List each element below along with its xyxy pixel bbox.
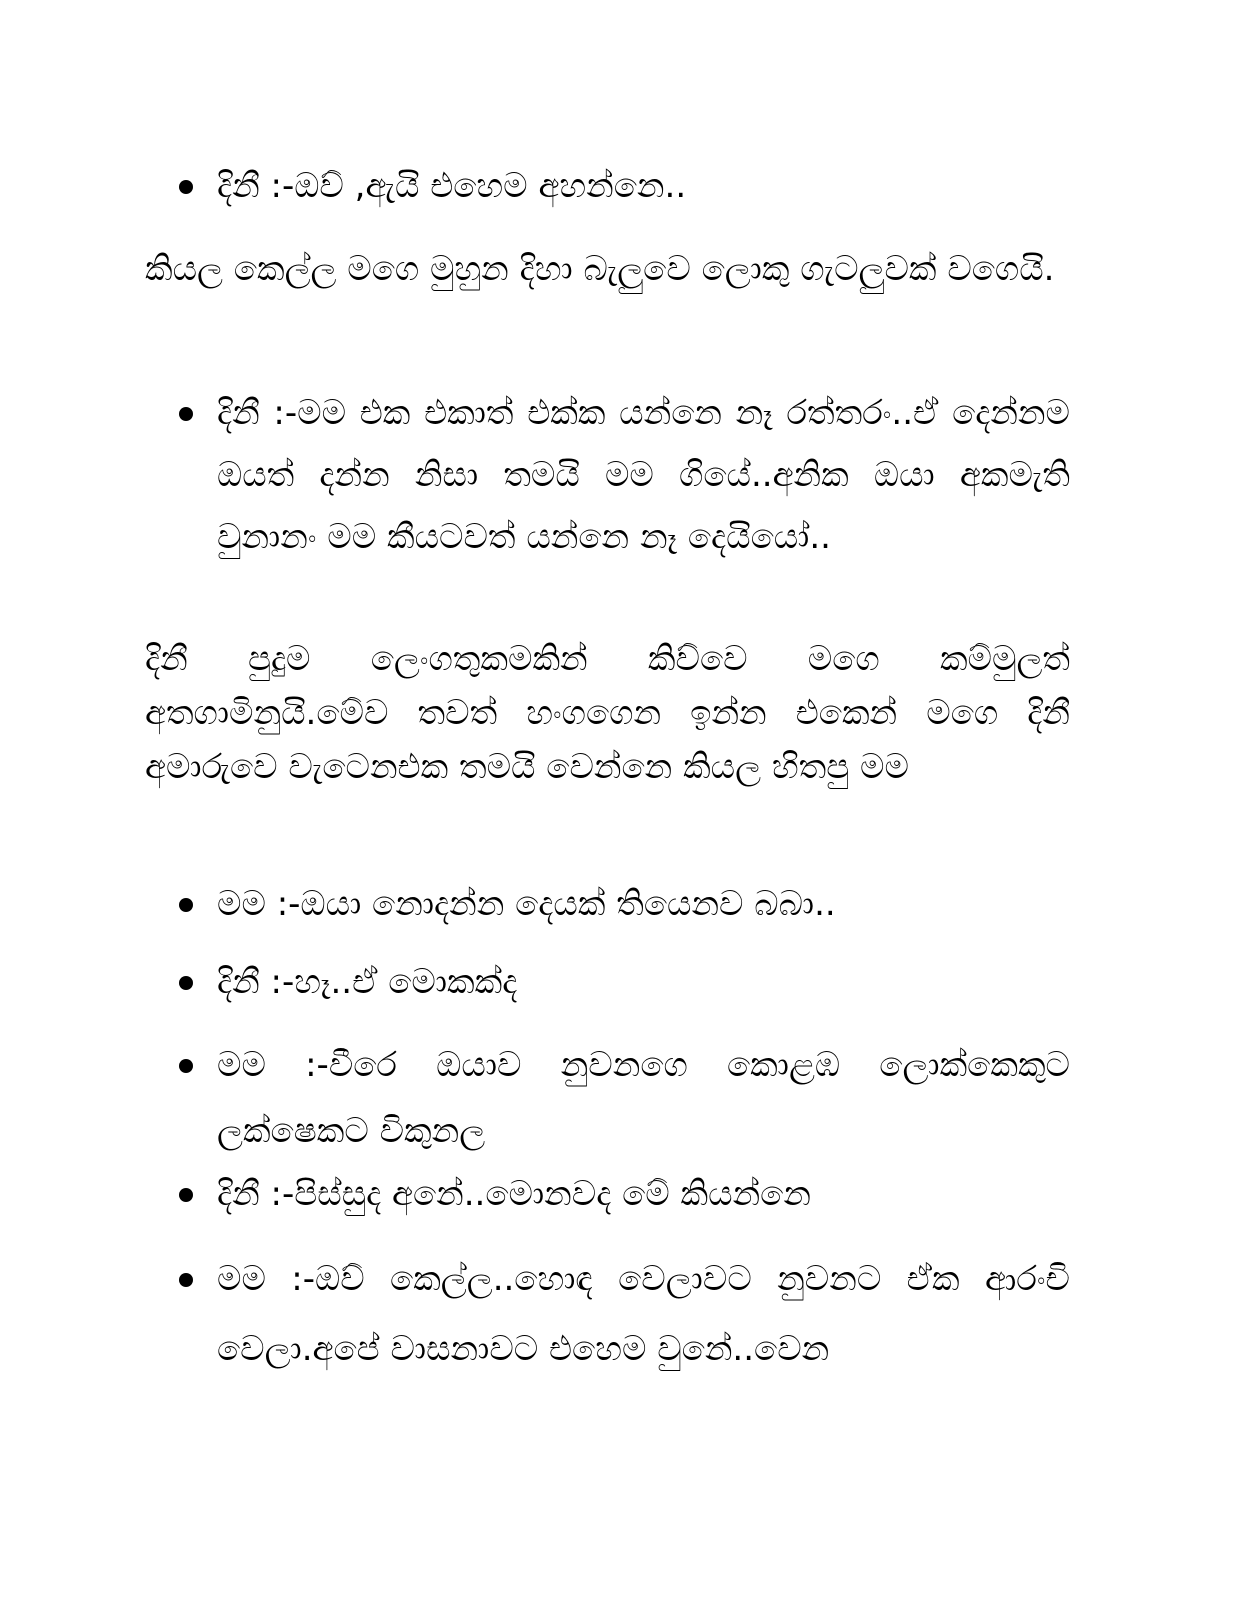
dialogue-bullet xyxy=(145,158,1070,214)
dialogue-bullet xyxy=(145,382,1070,568)
paragraph-text: දිනී පුදුම ලෙංගතුකමකින් කිව්වෙ මගෙ කම්මුලත් අතගාමිනුයි.මේව තවත් හංගගෙන ඉන්න එකෙන් මගෙ දිනී අමාරුවෙ වැටෙනඑක තමයි වෙන්නෙ කියල හිතපු මම xyxy=(145,639,1070,787)
paragraph-text: කියල කෙල්ල මගෙ මුහුන දිහා බැලුවෙ ලොකු ගැටලුවක් වගෙයි. xyxy=(145,249,1055,289)
bullet-dot-icon xyxy=(179,1059,193,1073)
bullet-dot-icon xyxy=(179,180,193,194)
bullet-dot-icon xyxy=(179,407,193,421)
bullet-dot-icon xyxy=(179,1273,193,1287)
dialogue-bullet xyxy=(145,1244,1070,1384)
dialogue-text: මම :-වීරෙ ඔයාව නුවනගෙ කොළඹ ලොක්කෙකුට ලක්ෂෙකට විකුනල xyxy=(217,1045,1070,1151)
bullet-dot-icon xyxy=(179,976,193,990)
dialogue-bullet xyxy=(145,954,1070,1010)
bullet-dot-icon xyxy=(179,1188,193,1202)
dialogue-bullet xyxy=(145,1032,1070,1164)
dialogue-text: දිනී :-හෑ..ඒ මොකක්ද xyxy=(217,962,518,1002)
dialogue-text: දිනී :-පිස්සුද අනේ..මොනවද මේ කියන්නෙ xyxy=(217,1174,811,1214)
dialogue-bullet xyxy=(145,876,1070,932)
dialogue-bullet xyxy=(145,1166,1070,1222)
bullet-dot-icon xyxy=(179,898,193,912)
dialogue-text: දිනී :-මම එක එකාත් එක්ක යන්නෙ නෑ රත්තරං..ඒ දෙන්නම ඔයත් දන්න නිසා තමයි මම ගියේ..අනික ඔයා අකමැති වුනානං මම කීයටවත් යන්නෙ නෑ දෙයියෝ.. xyxy=(217,393,1070,557)
narration-paragraph xyxy=(145,242,1070,296)
dialogue-text: දිනී :-ඔව් ,ඇයි එහෙම අහන්නෙ.. xyxy=(217,166,687,206)
dialogue-text: මම :-ඔව් කෙල්ල..හොඳ වෙලාවට නුවනට ඒක ආරංචි වෙලා.අපේ වාසනාවට එහෙම වුනේ..වෙන xyxy=(217,1259,1070,1369)
narration-paragraph xyxy=(145,632,1070,794)
dialogue-text: මම :-ඔයා නොදන්න දෙයක් තියෙනව බබා.. xyxy=(217,884,836,924)
